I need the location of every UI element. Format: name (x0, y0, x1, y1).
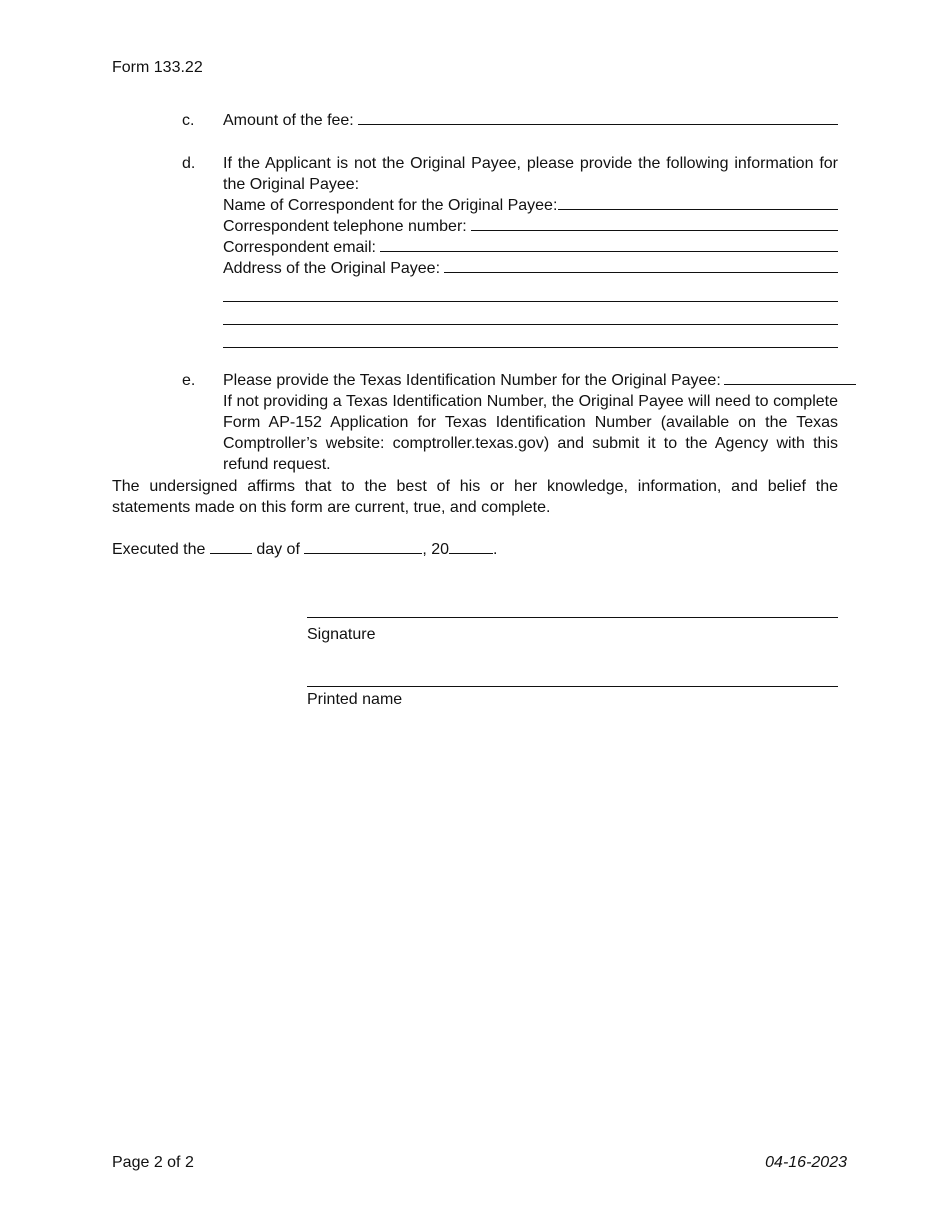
correspondent-phone-field[interactable] (471, 216, 838, 231)
month-field[interactable] (304, 539, 422, 554)
tin-field[interactable] (724, 370, 856, 385)
item-c-letter: c. (182, 112, 195, 129)
payee-address-field[interactable] (444, 258, 838, 273)
signature-label: Signature (307, 626, 376, 643)
correspondent-phone-label: Correspondent telephone number: (223, 218, 467, 235)
form-number: Form 133.22 (112, 59, 203, 76)
fee-amount-field[interactable] (358, 110, 838, 125)
day-field[interactable] (210, 539, 252, 554)
printed-name-label: Printed name (307, 691, 403, 708)
item-d-intro: If the Applicant is not the Original Payee, please provide the following information for the Original Payee: (223, 155, 838, 193)
correspondent-email-field[interactable] (380, 237, 838, 252)
executed-line (112, 539, 498, 560)
correspondent-name-label: Name of Correspondent for the Original Payee: (223, 197, 558, 214)
page-number: Page 2 of 2 (112, 1154, 194, 1171)
affirmation-text: The undersigned affirms that to the best of his or her knowledge, information, and belief the statements made on this form are current, true, and complete. (112, 478, 838, 516)
tin-label: Please provide the Texas Identification Number for the Original Payee: (223, 372, 721, 389)
printed-name-line[interactable] (307, 686, 838, 687)
executed-text: , 20 (422, 541, 450, 558)
revision-date: 04-16-2023 (765, 1154, 847, 1171)
executed-text: day of (256, 541, 300, 558)
payee-address-line[interactable] (223, 302, 838, 325)
tin-note: If not providing a Texas Identification Number, the Original Payee will need to complete Form AP-152 Application for Texas Identification Number (available on the Texas Comptroller’s website: comptroller.texas.gov) and submit it to the Agency with this refund request. (223, 393, 838, 473)
payee-address-line[interactable] (223, 325, 838, 348)
correspondent-name-field[interactable] (558, 195, 838, 210)
correspondent-email-label: Correspondent email: (223, 239, 376, 256)
payee-address-label: Address of the Original Payee: (223, 260, 441, 277)
payee-address-line[interactable] (223, 279, 838, 302)
year-field[interactable] (449, 539, 493, 554)
signature-line[interactable] (307, 617, 838, 618)
item-d-letter: d. (182, 155, 196, 172)
item-e-letter: e. (182, 372, 196, 389)
fee-amount-label: Amount of the fee: (223, 112, 354, 129)
executed-text: . (493, 541, 498, 558)
executed-text: Executed the (112, 541, 206, 558)
